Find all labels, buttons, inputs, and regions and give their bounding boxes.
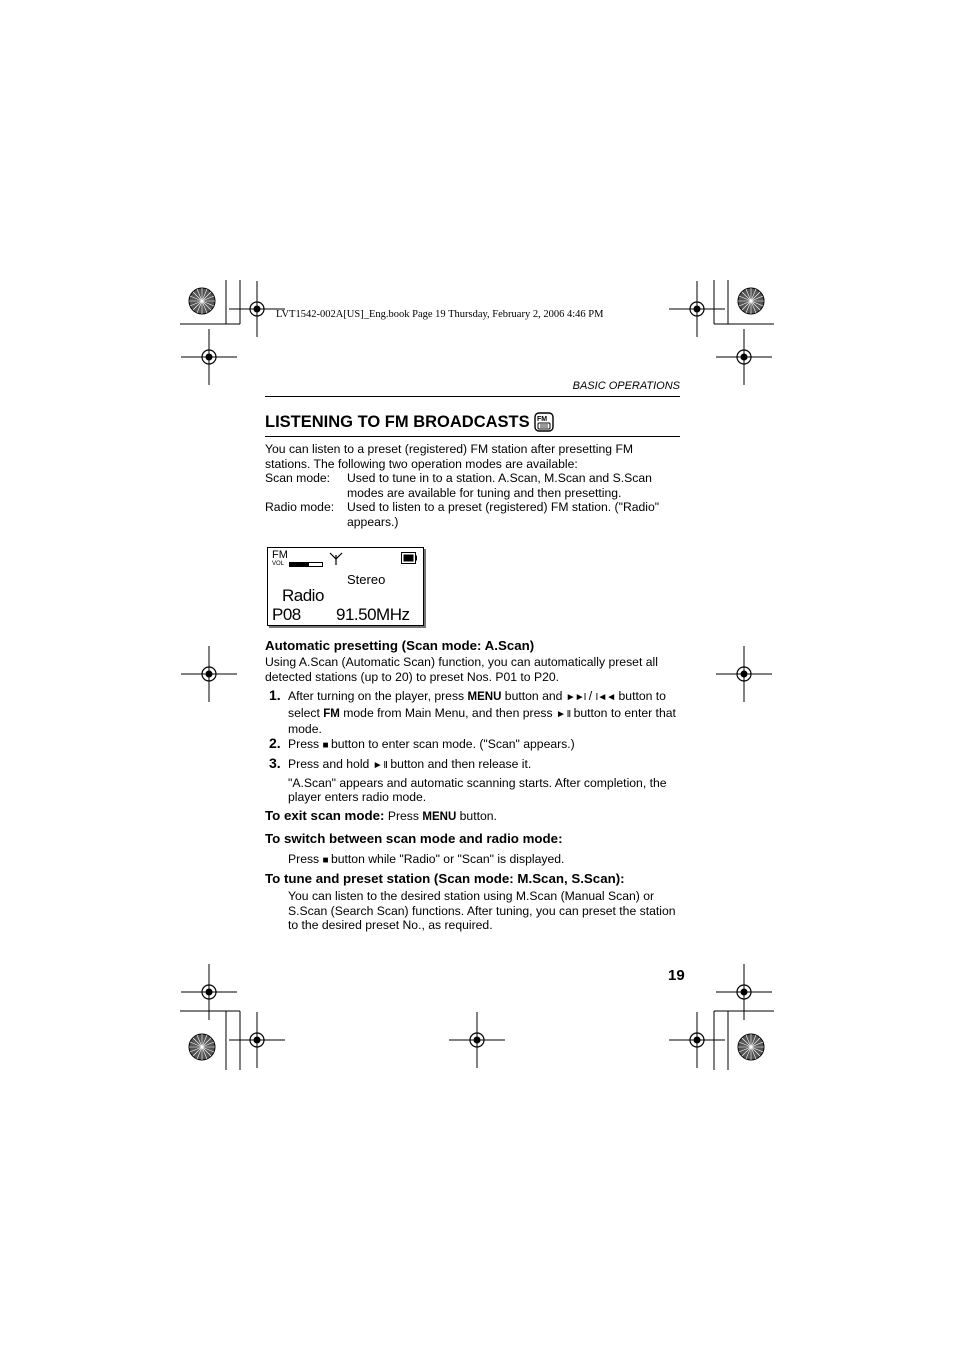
mode-definition-scan xyxy=(265,471,680,500)
step-3 xyxy=(265,757,680,805)
previous-icon: I◄◄ xyxy=(595,692,616,703)
mode-description: Used to tune in to a station. A.Scan, M.Scan and S.Scan modes are available for tuning and then presetting. xyxy=(347,471,652,500)
mode-term: Radio mode: xyxy=(265,500,335,514)
lcd-mode: Radio xyxy=(282,586,324,605)
intro-block xyxy=(265,442,680,529)
section-heading: Automatic presetting (Scan mode: A.Scan) xyxy=(265,638,535,653)
fm-mode-label: FM xyxy=(323,707,340,720)
stop-icon: ■ xyxy=(322,740,328,751)
step-text: Press and hold ► II button and then release it. "A.Scan" appears and automatic scanning starts. After completion, the player enters radio mode. xyxy=(288,757,680,805)
step-text: After turning on the player, press MENU button and ►►I / I◄◄ button to select FM mode from Main Menu, and then press ► II button to enter that mode. xyxy=(288,689,676,736)
step-2 xyxy=(265,737,680,754)
menu-button-label: MENU xyxy=(422,811,457,823)
starburst-mark-icon xyxy=(738,288,764,314)
stop-icon: ■ xyxy=(322,855,328,866)
mode-definition-radio xyxy=(265,500,680,529)
lcd-volume-bar xyxy=(289,562,323,567)
lcd-preset: P08 xyxy=(272,605,301,624)
subheading-tune-preset: To tune and preset station (Scan mode: M.Scan, S.Scan): xyxy=(265,871,625,886)
svg-text:FM: FM xyxy=(536,416,547,423)
starburst-mark-icon xyxy=(738,1034,764,1060)
starburst-mark-icon xyxy=(189,288,215,314)
switch-mode-text: Press ■ button while "Radio" or "Scan" is displayed. xyxy=(288,852,565,866)
subheading: To exit scan mode: xyxy=(265,808,385,823)
step-text: Press ■ button to enter scan mode. ("Scan" appears.) xyxy=(288,737,575,751)
lcd-display-illustration xyxy=(267,547,424,626)
step-number: 3. xyxy=(269,755,281,771)
intro-paragraph: You can listen to a preset (registered) FM station after presetting FM stations. The following two operation modes are available: xyxy=(265,442,634,471)
play-pause-icon: ► II xyxy=(555,708,571,720)
print-slug: LVT1542-002A[US]_Eng.book Page 19 Thursday, February 2, 2006 4:46 PM xyxy=(276,309,604,320)
mode-term: Scan mode: xyxy=(265,471,331,485)
next-icon: ►►I xyxy=(565,692,586,703)
header-rule xyxy=(265,396,680,397)
page-title xyxy=(265,412,554,432)
battery-icon xyxy=(401,552,417,564)
lcd-vol-label: VOL xyxy=(272,561,285,567)
lcd-stereo: Stereo xyxy=(347,572,386,587)
lcd-band: FM xyxy=(272,549,288,561)
subheading-switch-mode: To switch between scan mode and radio mode: xyxy=(265,831,563,846)
exit-scan-mode: To exit scan mode: Press MENU button. xyxy=(265,808,497,823)
starburst-mark-icon xyxy=(189,1034,215,1060)
antenna-icon xyxy=(329,552,343,566)
fm-mode-icon xyxy=(534,412,554,432)
step-1 xyxy=(265,689,680,737)
section-intro: Using A.Scan (Automatic Scan) function, you can automatically preset all detected stations (up to 20) to preset Nos. P01 to P20. xyxy=(265,655,658,684)
tune-preset-text: You can listen to the desired station using M.Scan (Manual Scan) or S.Scan (Search Scan) functions. After tuning, you can preset the station to the desired preset No., as required. xyxy=(288,889,676,932)
page-title-text: LISTENING TO FM BROADCASTS xyxy=(265,412,530,431)
step-note: "A.Scan" appears and automatic scanning starts. After completion, the player enters radio mode. xyxy=(288,775,667,804)
menu-button-label: MENU xyxy=(467,691,502,703)
step-number: 2. xyxy=(269,735,281,751)
running-head: BASIC OPERATIONS xyxy=(572,380,680,392)
play-pause-icon: ► II xyxy=(372,760,387,771)
mode-description: Used to listen to a preset (registered) FM station. ("Radio" appears.) xyxy=(347,500,660,529)
lcd-frequency: 91.50MHz xyxy=(336,605,410,624)
page-number: 19 xyxy=(668,967,685,984)
step-number: 1. xyxy=(269,687,281,703)
title-rule xyxy=(265,436,680,437)
